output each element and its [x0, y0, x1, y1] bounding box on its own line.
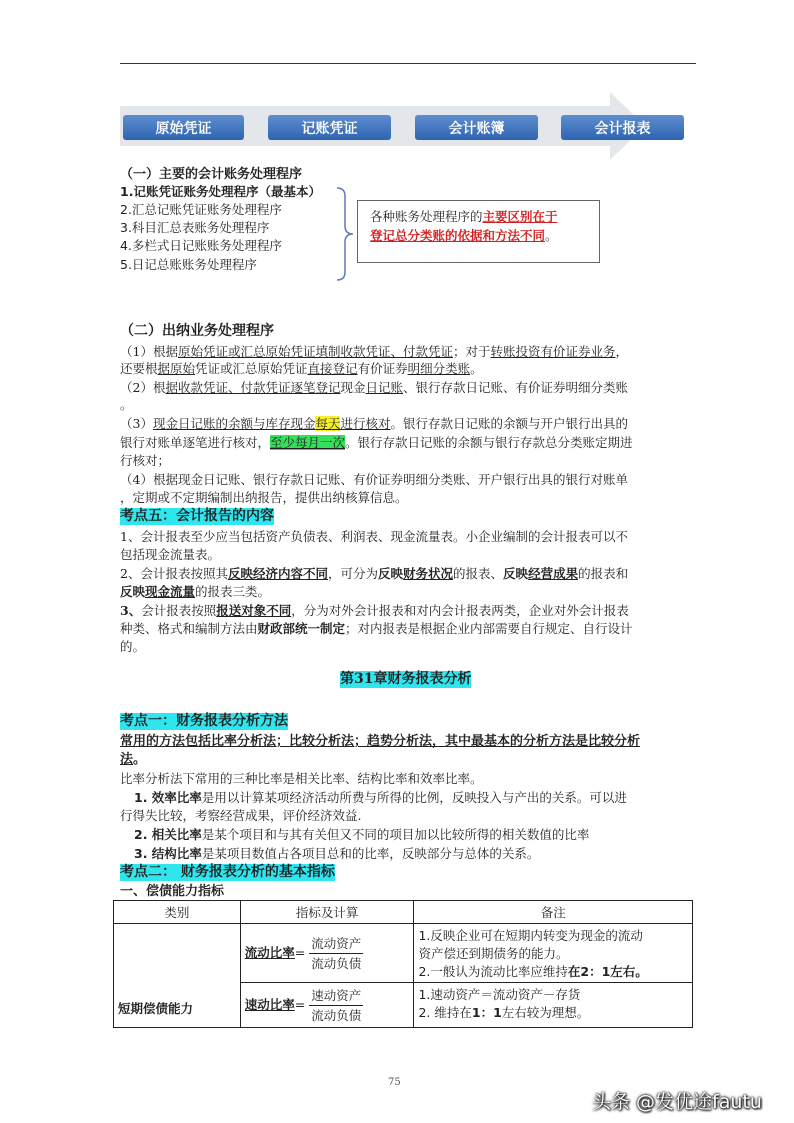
flow-step-4: 会计报表	[561, 115, 684, 140]
source-watermark: 头条 @发优途fautu	[592, 1091, 762, 1113]
point2-title: 考点二： 财务报表分析的基本指标	[120, 864, 335, 880]
chapter-title: 第31章财务报表分析	[340, 671, 472, 687]
table-row	[114, 924, 693, 983]
current-ratio-note: 1.反映企业可在短期内转变为现金的流动 资产偿还到期债务的能力。 2.一般认为流动比率应维持在2：1左右。	[414, 924, 693, 983]
section2-p4-line1: （4）根据现金日记账、银行存款日记账、有价证券明细分类账、开户银行出具的银行对账单	[120, 472, 628, 487]
note-text-pre: 各种账务处理程序的	[370, 209, 483, 224]
note-emphasis-2: 登记总分类账的依据和方法不同	[370, 228, 546, 243]
table-header-indicator: 指标及计算	[240, 901, 414, 924]
solvency-indicator-table	[113, 900, 693, 1028]
section2-title: （二）出纳业务处理程序	[120, 323, 274, 339]
section1-title: （一）主要的会计账务处理程序	[120, 167, 303, 182]
brace-icon	[335, 186, 355, 282]
point5-line3b: 种类、格式和编制方法由财政部统一制定；对内报表是根据企业内部需要自行规定、自行设计	[120, 621, 633, 636]
section1-item-5: 5.日记总账账务处理程序	[120, 257, 257, 272]
point5-line2: 2、会计报表按照其反映经济内容不同，可分为反映财务状况的报表、反映经营成果的报表和	[120, 566, 629, 581]
section1-item-3: 3.科目汇总表账务处理程序	[120, 220, 270, 235]
point5-line3c: 的。	[120, 639, 146, 654]
current-ratio-cell: 流动比率= $\frac{\text{流动资产}}{\text{流动负债}}$	[240, 924, 414, 983]
point2-subtitle: 一、偿债能力指标	[120, 884, 225, 899]
quick-ratio-note: 1.速动资产＝流动资产－存货 2. 维持在1：1左右较为理想。	[414, 983, 693, 1028]
page-number: 75	[388, 1077, 401, 1088]
section2-p2-line1: （2）根据收款凭证、付款凭证逐笔登记现金日记账、银行存款日记账、有价证券明细分类账	[120, 380, 629, 395]
note-box	[357, 200, 600, 263]
point1-title: 考点一：财务报表分析方法	[120, 713, 288, 729]
point5-title: 考点五：会计报告的内容	[120, 508, 274, 524]
section2-p3-line2: 银行对账单逐笔进行核对，至少每月一次。银行存款日记账的余额与银行存款总分类账定期进	[120, 435, 633, 450]
quick-ratio-cell: 速动比率= $\frac{\text{速动资产}}{\text{流动负债}}$	[240, 983, 414, 1028]
point5-line1a: 1、会计报表至少应当包括资产负债表、利润表、现金流量表。小企业编制的会计报表可以不	[120, 529, 628, 544]
point5-line1b: 包括现金流量表。	[120, 547, 221, 562]
section1-item-4: 4.多栏式日记账账务处理程序	[120, 238, 282, 253]
point5-line3: 3、会计报表按照报送对象不同，分为对外会计报表和对内会计报表两类，企业对外会计报表	[120, 603, 629, 618]
section1-item-2: 2.汇总记账凭证账务处理程序	[120, 202, 282, 217]
section1-item-1: 1.记账凭证账务处理程序（最基本）	[120, 184, 321, 199]
point1-bold-line-b: 法。	[120, 752, 147, 767]
point1-ratio1-cont: 行得失比较，考察经营成果，评价经济效益.	[120, 808, 362, 823]
point1-ratio1: 1. 效率比率是用以计算某项经济活动所费与所得的比例，反映投入与产出的关系。可以进	[134, 790, 627, 805]
table-header-row	[114, 901, 693, 924]
top-rule	[120, 63, 696, 64]
section2-p1-line1: （1）根据原始凭证或汇总原始凭证填制收款凭证、付款凭证；对于转账投资有价证券业务，	[120, 344, 629, 359]
flow-step-3: 会计账簿	[415, 115, 538, 140]
flow-step-1: 原始凭证	[123, 115, 244, 140]
section2-p4-line2: ，定期或不定期编制出纳报告，提供出纳核算信息。	[120, 490, 408, 505]
table-header-category: 类别	[114, 901, 241, 924]
point1-bold-line-a: 常用的方法包括比率分析法；比较分析法；趋势分析法，其中最基本的分析方法是比较分析	[120, 734, 641, 749]
point5-line2b: 反映现金流量的报表三类。	[120, 584, 271, 599]
table-header-remarks: 备注	[414, 901, 693, 924]
section2-p3-line3: 行核对；	[120, 453, 171, 468]
flow-step-2: 记账凭证	[268, 115, 391, 140]
point1-ratio3: 3. 结构比率是某项目数值占各项目总和的比率，反映部分与总体的关系。	[134, 846, 540, 861]
point1-ratio2: 2. 相关比率是某个项目和与其有关但又不同的项目加以比较所得的相关数值的比率	[134, 827, 590, 842]
point1-intro: 比率分析法下常用的三种比率是相关比率、结构比率和效率比率。	[120, 771, 483, 786]
section2-p2-line2: 。	[120, 397, 133, 412]
section2-p3-line1: （3）现金日记账的余额与库存现金每天进行核对。银行存款日记账的余额与开户银行出具的	[120, 416, 629, 431]
note-emphasis-1: 主要区别在于	[482, 209, 558, 224]
section2-p1-line2: 还要根据原始凭证或汇总原始凭证直接登记有价证券明细分类账。	[120, 361, 483, 376]
note-text-post: 。	[545, 228, 558, 243]
table-category-cell: 短期偿债能力	[114, 924, 241, 1028]
